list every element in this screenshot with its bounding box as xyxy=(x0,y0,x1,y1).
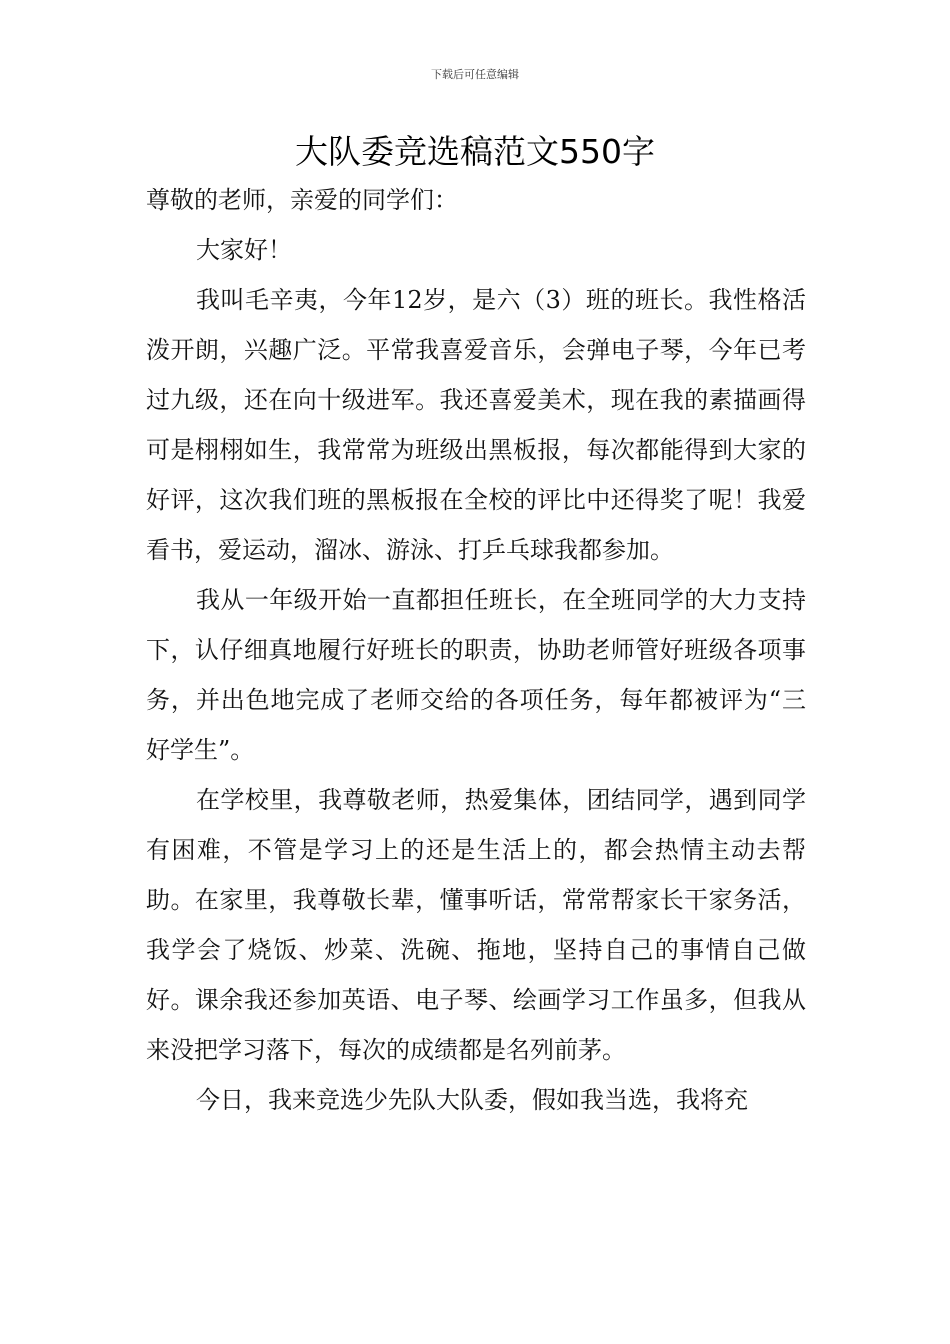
document-body xyxy=(146,175,806,1125)
paragraph-class-monitor: 我从一年级开始一直都担任班长，在全班同学的大力支持下，认仔细真地履行好班长的职责，协助老师管好班级各项事务，并出色地完成了老师交给的各项任务，每年都被评为“三好学生”。 xyxy=(146,586,806,764)
header-note: 下载后可任意编辑 xyxy=(431,68,519,81)
paragraph-candidacy: 今日，我来竞选少先队大队委，假如我当选，我将充 xyxy=(196,1086,748,1114)
document-title: 大队委竞选稿范文550字 xyxy=(295,132,655,171)
paragraph-school-and-home: 在学校里，我尊敬老师，热爱集体，团结同学，遇到同学有困难，不管是学习上的还是生活上的，都会热情主动去帮助。在家里，我尊敬长辈，懂事听话，常常帮家长干家务活，我学会了烧饭、炒菜、洗碗、拖地，坚持自己的事情自己做好。课余我还参加英语、电子琴、绘画学习工作虽多，但我从来没把学习落下，每次的成绩都是名列前茅。 xyxy=(146,786,806,1064)
greeting: 大家好！ xyxy=(196,236,292,264)
paragraph-introduction: 我叫毛辛夷，今年12岁，是六（3）班的班长。我性格活泼开朗，兴趣广泛。平常我喜爱音乐，会弹电子琴，今年已考过九级，还在向十级进军。我还喜爱美术，现在我的素描画得可是栩栩如生，我常常为班级出黑板报，每次都能得到大家的好评，这次我们班的黑板报在全校的评比中还得奖了呢！我爱看书，爱运动，溜冰、游泳、打乒乓球我都参加。 xyxy=(146,286,806,564)
salutation: 尊敬的老师，亲爱的同学们： xyxy=(146,186,458,214)
